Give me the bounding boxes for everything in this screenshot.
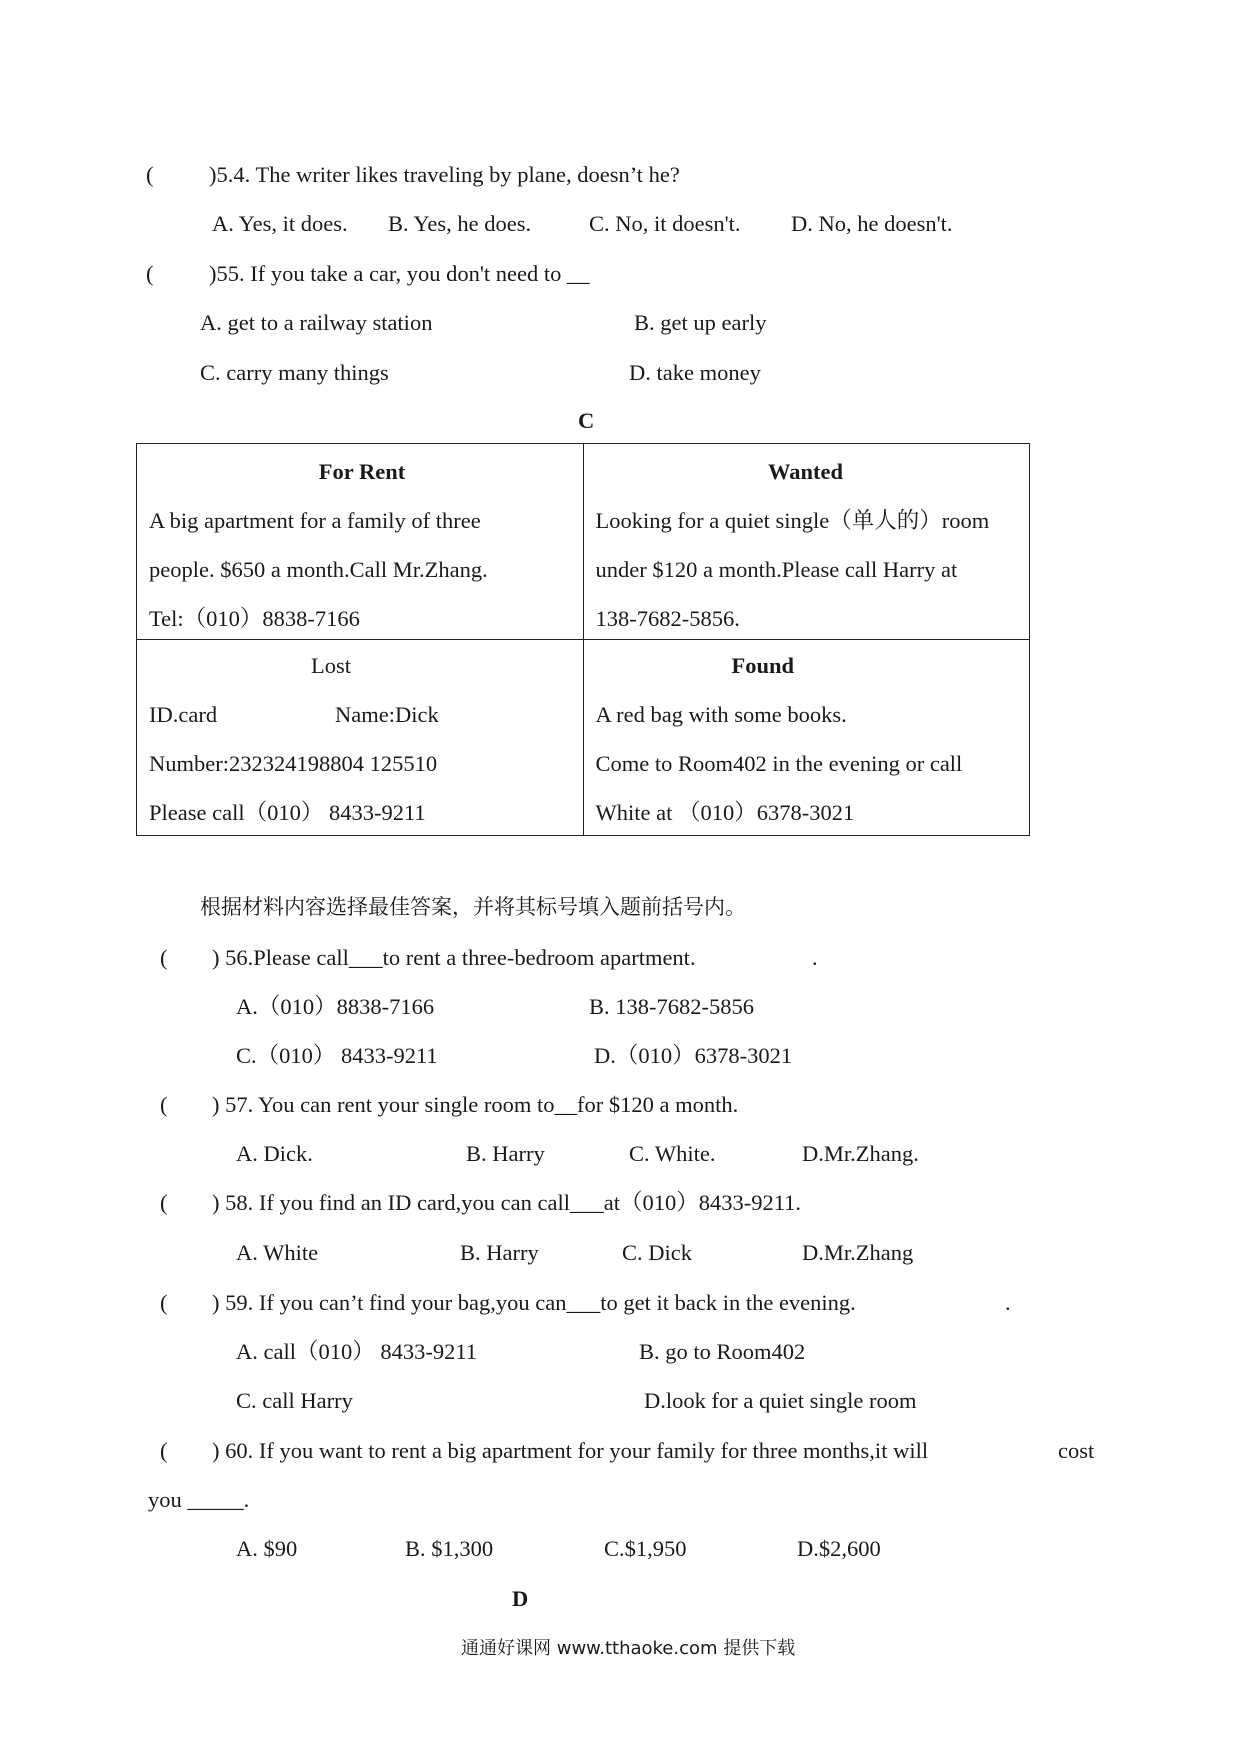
wanted-line-1: Looking for a quiet single（单人的）room bbox=[595, 508, 990, 533]
section-d-heading: D bbox=[512, 1586, 529, 1611]
q60-option-c: C.$1,950 bbox=[604, 1536, 687, 1561]
question-55-stem: )55. If you take a car, you don't need to __ bbox=[209, 261, 590, 286]
q55-option-b: B. get up early bbox=[634, 310, 767, 335]
found-line-1: A red bag with some books. bbox=[595, 702, 847, 727]
answer-paren-58: ( bbox=[160, 1190, 168, 1215]
q59-option-a: A. call（010） 8433-9211 bbox=[236, 1339, 478, 1364]
answer-paren-56: ( bbox=[160, 945, 168, 970]
q59-option-b: B. go to Room402 bbox=[639, 1339, 806, 1364]
q57-option-a: A. Dick. bbox=[236, 1141, 313, 1166]
q57-option-c: C. White. bbox=[629, 1141, 716, 1166]
answer-paren-57: ( bbox=[160, 1092, 168, 1117]
wanted-line-3: 138-7682-5856. bbox=[595, 606, 740, 631]
question-56-stem: ) 56.Please call___to rent a three-bedroom apartment. bbox=[212, 945, 696, 970]
notice-table bbox=[136, 443, 1030, 836]
question-59-dot: . bbox=[1005, 1290, 1011, 1315]
instruction-text: 根据材料内容选择最佳答案，并将其标号填入题前括号内。 bbox=[200, 895, 746, 919]
q55-option-c: C. carry many things bbox=[200, 360, 389, 385]
q56-option-a: A.（010）8838-7166 bbox=[236, 994, 435, 1019]
for-rent-line-2: people. $650 a month.Call Mr.Zhang. bbox=[149, 557, 488, 582]
for-rent-heading: For Rent bbox=[318, 459, 406, 484]
wanted-cell bbox=[583, 444, 1030, 640]
lost-heading: Lost bbox=[311, 653, 352, 678]
found-cell bbox=[583, 640, 1030, 836]
answer-paren-59: ( bbox=[160, 1290, 168, 1315]
found-heading: Found bbox=[731, 653, 795, 678]
q54-option-d: D. No, he doesn't. bbox=[791, 211, 953, 236]
question-60-stem-cont: you _____. bbox=[148, 1487, 250, 1512]
q56-option-c: C.（010） 8433-9211 bbox=[236, 1043, 438, 1068]
q58-option-d: D.Mr.Zhang bbox=[802, 1240, 914, 1265]
q54-option-c: C. No, it doesn't. bbox=[589, 211, 741, 236]
lost-line-phone: Please call（010） 8433-9211 bbox=[149, 800, 426, 825]
for-rent-line-1: A big apartment for a family of three bbox=[149, 508, 481, 533]
q60-option-a: A. $90 bbox=[236, 1536, 298, 1561]
q54-option-a: A. Yes, it does. bbox=[212, 211, 348, 236]
answer-paren-60: ( bbox=[160, 1438, 168, 1463]
lost-name-label: Name:Dick bbox=[335, 702, 439, 727]
wanted-heading: Wanted bbox=[767, 459, 843, 484]
question-60-stem-end: cost bbox=[1058, 1438, 1095, 1463]
question-54-stem: )5.4. The writer likes traveling by plane, doesn’t he? bbox=[209, 162, 680, 187]
found-line-2: Come to Room402 in the evening or call bbox=[595, 751, 963, 776]
answer-paren-55: ( bbox=[146, 261, 154, 286]
q58-option-b: B. Harry bbox=[460, 1240, 539, 1265]
for-rent-line-3: Tel:（010）8838-7166 bbox=[149, 606, 360, 631]
question-58-stem: ) 58. If you find an ID card,you can call___at（010）8433-9211. bbox=[212, 1190, 802, 1215]
q59-option-c: C. call Harry bbox=[236, 1388, 353, 1413]
q58-option-c: C. Dick bbox=[622, 1240, 692, 1265]
question-59-stem: ) 59. If you can’t find your bag,you can___to get it back in the evening. bbox=[212, 1290, 856, 1315]
q58-option-a: A. White bbox=[236, 1240, 319, 1265]
lost-line-number: Number:232324198804 125510 bbox=[149, 751, 438, 776]
q56-option-d: D.（010）6378-3021 bbox=[594, 1043, 793, 1068]
for-rent-cell bbox=[137, 444, 584, 640]
section-c-heading: C bbox=[578, 408, 595, 433]
q55-option-a: A. get to a railway station bbox=[200, 310, 433, 335]
q59-option-d: D.look for a quiet single room bbox=[644, 1388, 917, 1413]
footer-source-text: 通通好课网 www.tthaoke.com 提供下载 bbox=[461, 1638, 796, 1659]
q54-option-b: B. Yes, he does. bbox=[388, 211, 532, 236]
found-line-3: White at （010）6378-3021 bbox=[595, 800, 855, 825]
q57-option-b: B. Harry bbox=[466, 1141, 545, 1166]
question-56-dot: . bbox=[812, 945, 818, 970]
answer-paren-54: ( bbox=[146, 162, 154, 187]
question-57-stem: ) 57. You can rent your single room to__for $120 a month. bbox=[212, 1092, 739, 1117]
q56-option-b: B. 138-7682-5856 bbox=[589, 994, 754, 1019]
q57-option-d: D.Mr.Zhang. bbox=[802, 1141, 919, 1166]
q60-option-b: B. $1,300 bbox=[405, 1536, 494, 1561]
question-60-stem: ) 60. If you want to rent a big apartment for your family for three months,it will bbox=[212, 1438, 929, 1463]
wanted-line-2: under $120 a month.Please call Harry at bbox=[595, 557, 958, 582]
lost-cell bbox=[137, 640, 584, 836]
q55-option-d: D. take money bbox=[629, 360, 761, 385]
lost-id-label: ID.card bbox=[149, 702, 218, 727]
q60-option-d: D.$2,600 bbox=[797, 1536, 881, 1561]
